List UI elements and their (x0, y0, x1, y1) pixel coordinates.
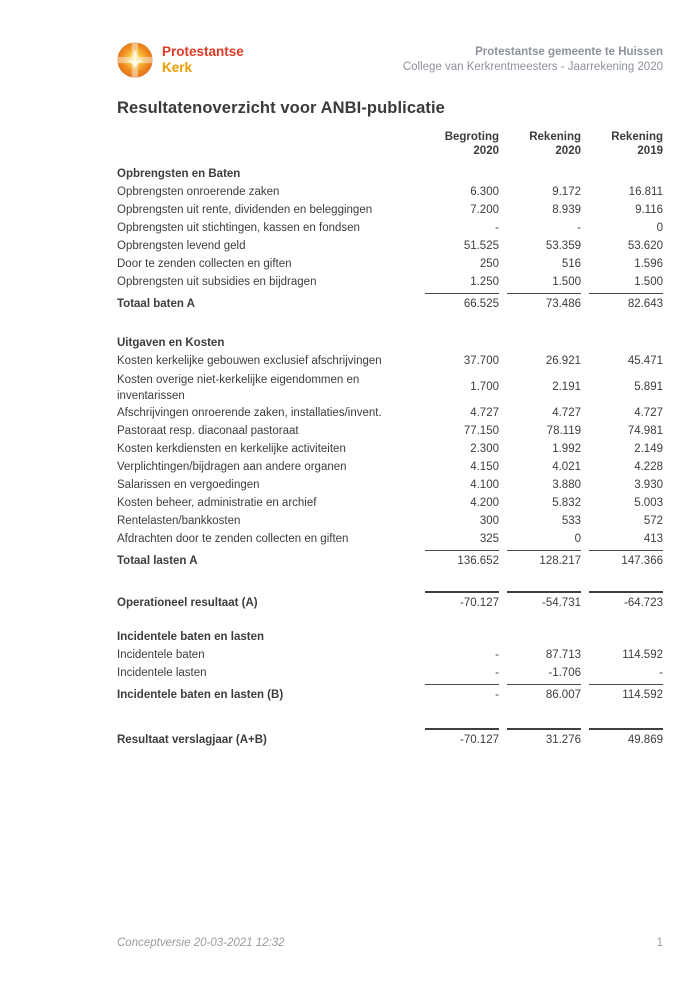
section-heading-row (117, 313, 663, 352)
cell-begroting-2020: 7.200 (470, 204, 499, 216)
section-heading-kosten: Uitgaven en Kosten (117, 337, 225, 349)
table-row (117, 201, 663, 219)
cell-rekening-2019: 2.149 (634, 443, 663, 455)
column-header-rekening-2019: Rekening 2019 (611, 131, 663, 157)
table-row (117, 476, 663, 494)
total-row-baten (117, 291, 663, 313)
row-label: Salarissen en vergoedingen (117, 479, 260, 491)
brand-line1: Protestantse (162, 44, 244, 59)
section-heading-baten: Opbrengsten en Baten (117, 168, 241, 180)
table-row (117, 352, 663, 370)
brand-name (162, 44, 244, 76)
cell-rekening-2020: 78.119 (546, 425, 581, 437)
cell-rekening-2020: 4.727 (552, 407, 581, 419)
cell-begroting-2020: 4.200 (470, 497, 499, 509)
cell-rekening-2020: 87.713 (545, 649, 581, 661)
table-row (117, 512, 663, 530)
brand-line2: Kerk (162, 60, 193, 75)
cell-rekening-2020: -1.706 (548, 667, 581, 679)
page-title: Resultatenoverzicht voor ANBI-publicatie (117, 99, 445, 117)
row-label: Kosten kerkdiensten en kerkelijke activiteiten (117, 443, 346, 455)
table-row (117, 440, 663, 458)
row-label: Afdrachten door te zenden collecten en giften (117, 533, 349, 545)
table-row (117, 273, 663, 291)
table-row (117, 404, 663, 422)
cell-rekening-2020: - (577, 222, 581, 234)
cell-rekening-2020: 26.921 (545, 355, 581, 367)
cell-rekening-2020: 86.007 (507, 684, 581, 704)
cell-rekening-2020: 2.191 (552, 381, 581, 393)
cell-begroting-2020: 37.700 (463, 355, 499, 367)
cell-begroting-2020: 300 (479, 515, 499, 527)
section-heading-row (117, 612, 663, 646)
result-row-operationeel (117, 570, 663, 612)
row-label: Operationeel resultaat (A) (117, 597, 258, 609)
cell-begroting-2020: - (425, 684, 499, 704)
cell-begroting-2020: - (495, 222, 499, 234)
cell-begroting-2020: -70.127 (425, 728, 499, 749)
cell-rekening-2019: 5.891 (634, 381, 663, 393)
cell-rekening-2019: 82.643 (589, 293, 663, 313)
brand-block (117, 42, 244, 78)
cell-begroting-2020: 136.652 (425, 550, 499, 570)
cell-begroting-2020: 77.150 (463, 425, 499, 437)
cell-rekening-2019: - (659, 667, 663, 679)
row-label: Incidentele baten (117, 649, 205, 661)
total-row-incidenteel (117, 682, 663, 704)
cell-rekening-2019: 0 (656, 222, 663, 234)
cell-rekening-2019: 114.592 (622, 649, 663, 661)
row-label: Afschrijvingen onroerende zaken, installaties/invent. (117, 407, 382, 419)
cell-begroting-2020: 4.727 (470, 407, 499, 419)
cell-begroting-2020: 2.300 (470, 443, 499, 455)
table-row (117, 664, 663, 682)
cell-begroting-2020: 325 (479, 533, 499, 545)
cell-rekening-2020: 0 (574, 533, 581, 545)
row-label: Totaal lasten A (117, 555, 198, 567)
cell-begroting-2020: - (495, 667, 499, 679)
column-header-empty (117, 130, 417, 158)
table-row (117, 646, 663, 664)
cell-rekening-2020: 9.172 (552, 186, 581, 198)
page-number: 1 (656, 937, 663, 949)
table-row (117, 183, 663, 201)
row-label: Pastoraat resp. diaconaal pastoraat (117, 425, 299, 437)
cell-rekening-2019: 413 (643, 533, 663, 545)
row-label: Verplichtingen/bijdragen aan andere organen (117, 461, 347, 473)
cell-rekening-2019: 572 (643, 515, 663, 527)
cell-begroting-2020: 51.525 (463, 240, 499, 252)
row-label: Opbrengsten uit rente, dividenden en beleggingen (117, 204, 373, 216)
cell-rekening-2020: 1.500 (552, 276, 581, 288)
row-label: Incidentele lasten (117, 667, 207, 679)
cell-rekening-2020: 8.939 (552, 204, 581, 216)
cell-rekening-2020: -54.731 (507, 591, 581, 612)
row-label: Rentelasten/bankkosten (117, 515, 241, 527)
table-row (117, 494, 663, 512)
cell-rekening-2020: 3.880 (552, 479, 581, 491)
row-label: Opbrengsten onroerende zaken (117, 186, 280, 198)
version-timestamp: Conceptversie 20-03-2021 12:32 (117, 937, 285, 949)
row-label: Kosten overige niet-kerkelijke eigendommen en inventarissen (117, 374, 360, 402)
cell-rekening-2020: 5.832 (552, 497, 581, 509)
cell-rekening-2020: 73.486 (507, 293, 581, 313)
column-header-row (117, 130, 663, 158)
section-heading-row (117, 158, 663, 183)
cell-rekening-2019: 1.500 (634, 276, 663, 288)
cell-begroting-2020: 1.700 (470, 381, 499, 393)
table-row (117, 422, 663, 440)
cell-rekening-2019: 4.727 (634, 407, 663, 419)
organization-block (403, 42, 663, 75)
table-row (117, 255, 663, 273)
cell-rekening-2020: 533 (561, 515, 581, 527)
cell-rekening-2020: 53.359 (545, 240, 581, 252)
row-label: Totaal baten A (117, 298, 195, 310)
column-header-begroting-2020: Begroting 2020 (444, 131, 499, 157)
table-row (117, 370, 663, 404)
cell-begroting-2020: 1.250 (470, 276, 499, 288)
cell-rekening-2019: 1.596 (634, 258, 663, 270)
cell-begroting-2020: 4.100 (470, 479, 499, 491)
organization-name: Protestantse gemeente te Huissen (475, 46, 663, 58)
row-label: Resultaat verslagjaar (A+B) (117, 734, 267, 746)
page-footer (117, 937, 663, 949)
table-row (117, 530, 663, 548)
cell-rekening-2020: 4.021 (552, 461, 581, 473)
cell-rekening-2019: 4.228 (634, 461, 663, 473)
cell-rekening-2019: 74.981 (627, 425, 663, 437)
table-row (117, 237, 663, 255)
financial-table (117, 130, 663, 749)
cell-rekening-2019: 9.116 (635, 204, 663, 216)
cell-begroting-2020: 66.525 (425, 293, 499, 313)
cell-rekening-2020: 31.276 (507, 728, 581, 749)
section-heading-incidenteel: Incidentele baten en lasten (117, 631, 264, 643)
cell-rekening-2019: 45.471 (627, 355, 663, 367)
cell-rekening-2019: 114.592 (589, 684, 663, 704)
table-row (117, 219, 663, 237)
page-header (117, 42, 663, 78)
cell-rekening-2019: 49.869 (589, 728, 663, 749)
cell-rekening-2019: 3.930 (634, 479, 663, 491)
cell-begroting-2020: - (495, 649, 499, 661)
cell-rekening-2019: 53.620 (627, 240, 663, 252)
row-label: Kosten beheer, administratie en archief (117, 497, 317, 509)
cell-rekening-2019: 147.366 (589, 550, 663, 570)
cell-rekening-2019: -64.723 (589, 591, 663, 612)
cell-rekening-2019: 16.811 (628, 186, 663, 198)
row-label: Opbrengsten levend geld (117, 240, 246, 252)
cell-rekening-2020: 1.992 (552, 443, 581, 455)
cell-begroting-2020: 4.150 (470, 461, 499, 473)
organization-subtitle: College van Kerkrentmeesters - Jaarrekening 2020 (402, 61, 663, 73)
total-row-lasten (117, 548, 663, 570)
cell-rekening-2020: 128.217 (507, 550, 581, 570)
cell-begroting-2020: -70.127 (425, 591, 499, 612)
result-row-verslagjaar (117, 704, 663, 749)
row-label: Kosten kerkelijke gebouwen exclusief afschrijvingen (117, 355, 382, 367)
row-label: Door te zenden collecten en giften (117, 258, 292, 270)
row-label: Incidentele baten en lasten (B) (117, 689, 284, 701)
cell-rekening-2019: 5.003 (634, 497, 663, 509)
protestantse-kerk-logo-icon (117, 42, 153, 78)
cell-begroting-2020: 250 (479, 258, 499, 270)
cell-rekening-2020: 516 (561, 258, 581, 270)
row-label: Opbrengsten uit subsidies en bijdragen (117, 276, 317, 288)
row-label: Opbrengsten uit stichtingen, kassen en fondsen (117, 222, 360, 234)
table-row (117, 458, 663, 476)
column-header-rekening-2020: Rekening 2020 (529, 131, 581, 157)
cell-begroting-2020: 6.300 (470, 186, 499, 198)
